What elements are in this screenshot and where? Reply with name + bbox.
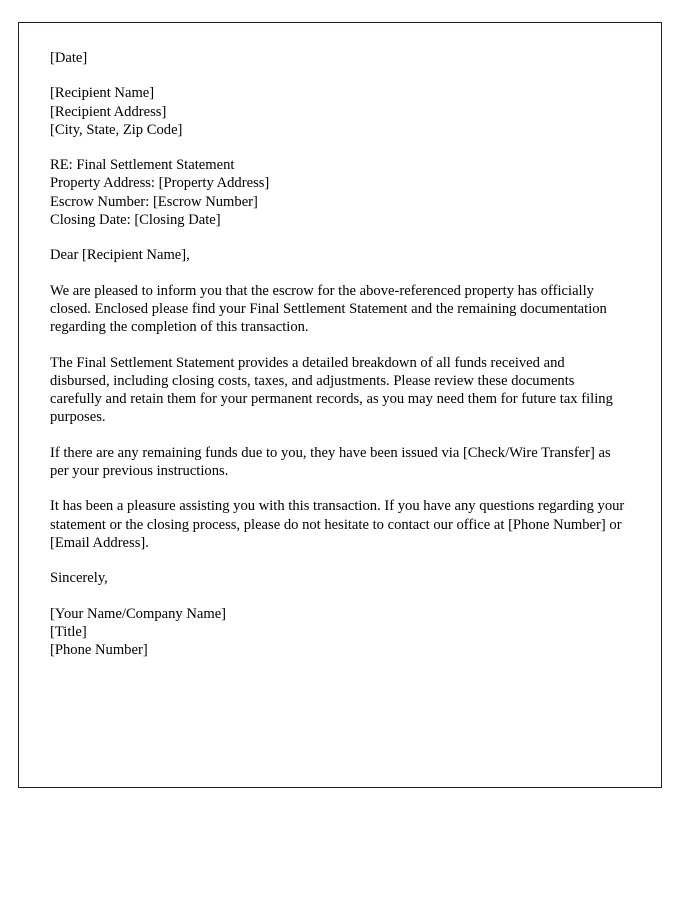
letter-content — [19, 23, 661, 696]
paragraph-4: It has been a pleasure assisting you with this transaction. If you have any questions regarding your statement or the closing process, please do not hesitate to contact our office at [Phone Number] or [Email Address]. — [50, 498, 625, 551]
recipient-address: [Recipient Address] — [50, 103, 167, 120]
signer-title: [Title] — [50, 623, 87, 640]
signer-name: [Your Name/Company Name] — [50, 605, 227, 622]
recipient-address-block — [50, 84, 627, 139]
closing-salutation: Sincerely, — [50, 570, 108, 587]
paragraph-1: We are pleased to inform you that the escrow for the above-referenced property has officially closed. Enclosed please find your Final Settlement Statement and the remaining documentation regarding the completion of this transaction. — [50, 282, 607, 336]
closing-date-line: Closing Date: [Closing Date] — [50, 212, 221, 229]
signature-block — [50, 605, 627, 660]
recipient-city-state-zip: [City, State, Zip Code] — [50, 121, 183, 138]
letter-border-frame — [18, 22, 662, 788]
recipient-name: [Recipient Name] — [50, 85, 155, 102]
subject-line: RE: Final Settlement Statement — [50, 157, 235, 174]
subject-block — [50, 156, 627, 229]
date-block — [50, 49, 627, 67]
paragraph-2: The Final Settlement Statement provides a detailed breakdown of all funds received and disbursed, including closing costs, taxes, and adjustments. Please review these documents carefully and retain them for your permanent records, as you may need them for future tax filing purposes. — [50, 354, 613, 426]
salutation: Dear [Recipient Name], — [50, 247, 190, 264]
escrow-number-line: Escrow Number: [Escrow Number] — [50, 193, 258, 210]
date-line: [Date] — [50, 50, 88, 66]
paragraph-3: If there are any remaining funds due to you, they have been issued via [Check/Wire Transfer] as per your previous instructions. — [50, 444, 611, 480]
salutation-block — [50, 246, 627, 264]
closing-block — [50, 569, 627, 587]
property-address-line: Property Address: [Property Address] — [50, 175, 270, 192]
signer-phone: [Phone Number] — [50, 642, 148, 659]
